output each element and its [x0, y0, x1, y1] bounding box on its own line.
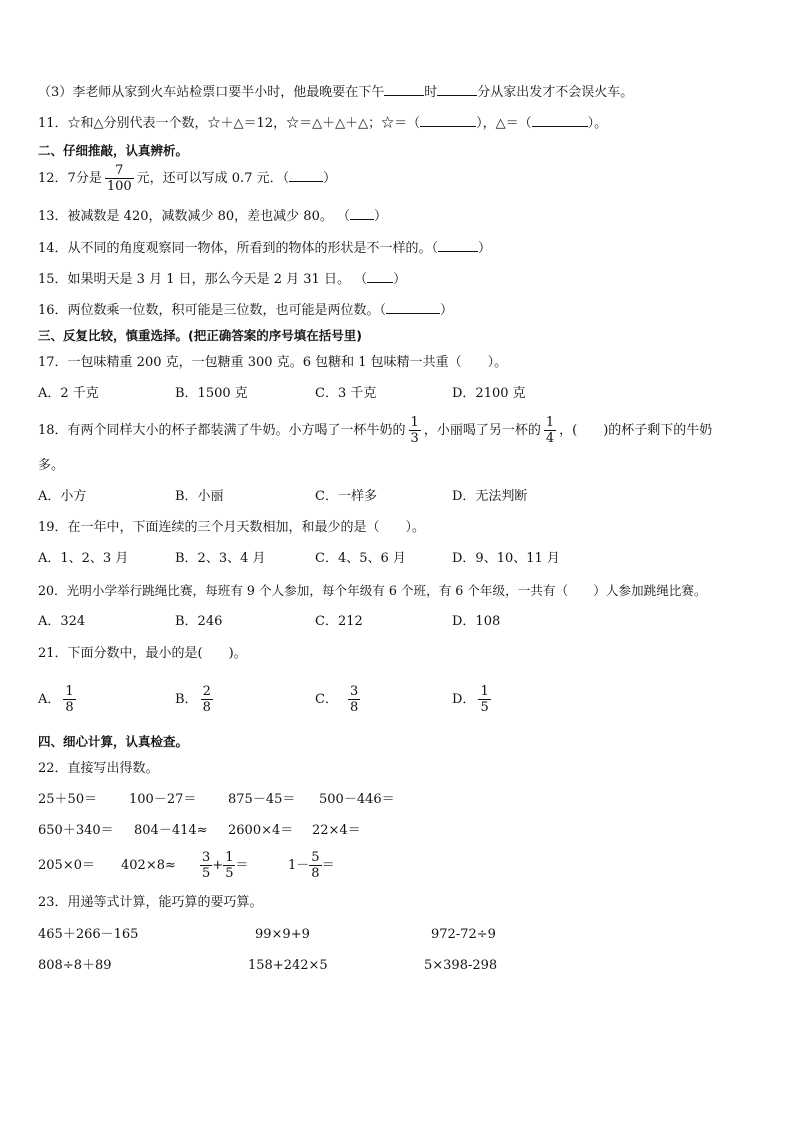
calc-465-266-165: 465＋266－165	[38, 927, 139, 942]
q14-answer-blank[interactable]	[438, 239, 478, 252]
q21-option-c[interactable]	[315, 682, 363, 718]
q10-3-text-post: 分从家出发才不会误火车。	[477, 85, 634, 100]
q12-answer-blank[interactable]	[289, 169, 323, 182]
section-3-heading: 三、反复比较，慎重选择。(把正确答案的序号填在括号里)	[38, 328, 362, 343]
calc-650-plus-340: 650＋340＝	[38, 823, 114, 838]
plus-sign: +	[212, 858, 224, 873]
question-23-stem: 23．用递等式计算，能巧算的要巧算。	[38, 895, 263, 910]
q15-text-end: ）	[393, 272, 407, 287]
subtract-equals-sign: ＝	[321, 858, 335, 873]
calc-fraction-add	[200, 848, 248, 884]
q21-option-b[interactable]	[175, 682, 216, 718]
fraction-1-5	[478, 684, 490, 715]
star-answer-blank[interactable]	[420, 114, 476, 127]
question-22-stem: 22．直接写出得数。	[38, 761, 159, 776]
q18-option-d[interactable]: D．无法判断	[452, 489, 528, 504]
question-11	[38, 114, 607, 133]
q16-text-end: ）	[440, 303, 454, 318]
q16-text: 16．两位数乘一位数，积可能是三位数，也可能是两位数。（	[38, 303, 387, 318]
q19-option-b[interactable]: B．2、3、4 月	[175, 551, 266, 566]
calc-205-times-0: 205×0＝	[38, 858, 95, 873]
fraction-1-4	[544, 415, 556, 446]
q21-option-d-label: D．	[452, 692, 476, 707]
q11-text-mid: ），△＝（	[476, 116, 532, 131]
q21-b-denominator: 8	[202, 700, 211, 715]
q21-d-numerator: 1	[480, 684, 489, 699]
calc-22-times-4: 22×4＝	[312, 823, 361, 838]
add-denominator-1: 5	[202, 866, 211, 881]
sub-numerator: 5	[311, 850, 320, 865]
q21-option-a[interactable]	[38, 682, 79, 718]
triangle-answer-blank[interactable]	[532, 114, 588, 127]
q18-option-c[interactable]: C．一样多	[315, 489, 377, 504]
q21-option-b-label: B．	[175, 692, 198, 707]
calc-25-plus-50: 25＋50＝	[38, 792, 98, 807]
q18-text-post: ，( )的杯子剩下的牛奶	[559, 423, 713, 438]
q12-fraction-denominator: 100	[106, 179, 132, 194]
question-14	[38, 239, 491, 258]
q18-fraction1-denominator: 3	[410, 431, 419, 446]
q21-option-c-label: C．	[315, 692, 338, 707]
question-17-stem: 17．一包味精重 200 克，一包糖重 300 克。6 包糖和 1 包味精一共重（ ）。	[38, 355, 508, 370]
section-2-heading: 二、仔细推敲，认真辨析。	[38, 143, 189, 158]
question-21-stem: 21．下面分数中，最小的是( )。	[38, 646, 247, 661]
add-equals-sign: ＝	[235, 858, 249, 873]
add-numerator-2: 1	[225, 850, 234, 865]
q15-text: 15．如果明天是 3 月 1 日，那么今天是 2 月 31 日。 （	[38, 272, 368, 287]
q18-option-b[interactable]: B．小丽	[175, 489, 224, 504]
q17-option-a[interactable]: A．2 千克	[38, 386, 99, 401]
q12-text-pre: 12．7分是	[38, 171, 102, 186]
q21-c-denominator: 8	[349, 700, 359, 715]
q13-text-end: ）	[373, 209, 387, 224]
q10-3-text-pre: （3）李老师从家到火车站检票口要半小时，他最晚要在下午	[38, 85, 385, 100]
calc-804-minus-414: 804－414≈	[134, 823, 208, 838]
q18-text-continued: 多。	[38, 458, 65, 473]
q19-option-a[interactable]: A．1、2、3 月	[38, 551, 129, 566]
section-4-heading: 四、细心计算，认真检查。	[38, 734, 189, 749]
q18-option-a[interactable]: A．小方	[38, 489, 87, 504]
q21-option-a-label: A．	[38, 692, 61, 707]
q18-text-pre: 18．有两个同样大小的杯子都装满了牛奶。小方喝了一杯牛奶的	[38, 423, 406, 438]
calc-158-242x5: 158+242×5	[248, 958, 328, 973]
q20-option-d[interactable]: D．108	[452, 614, 501, 629]
fraction-2-8	[201, 684, 213, 715]
fraction-1-3	[409, 415, 421, 446]
calc-875-minus-45: 875－45＝	[228, 792, 296, 807]
q19-option-c[interactable]: C．4、5、6 月	[315, 551, 406, 566]
fraction-3-8	[348, 684, 360, 715]
q17-option-b[interactable]: B．1500 克	[175, 386, 248, 401]
calc-808-div-8-plus-89: 808÷8＋89	[38, 958, 112, 973]
q21-option-d[interactable]	[452, 682, 494, 718]
calc-99x9-plus-9: 99×9+9	[255, 927, 310, 942]
q18-text-mid: ，小丽喝了另一杯的	[423, 423, 541, 438]
q14-text-end: ）	[478, 241, 492, 256]
question-15	[38, 270, 406, 289]
q21-a-denominator: 8	[65, 700, 74, 715]
calc-500-minus-446: 500－446＝	[319, 792, 395, 807]
sub-denominator: 8	[311, 866, 320, 881]
fraction-3-5	[200, 850, 212, 881]
q18-fraction1-numerator: 1	[410, 415, 419, 430]
calc-972-72-div-9: 972-72÷9	[431, 927, 496, 942]
q20-option-a[interactable]: A．324	[38, 614, 86, 629]
question-16	[38, 301, 453, 320]
subtract-prefix: 1－	[288, 858, 310, 873]
calc-5x398-298: 5×398-298	[424, 958, 498, 973]
q18-fraction2-numerator: 1	[545, 415, 555, 430]
question-18-stem	[38, 414, 712, 448]
q10-3-text-mid: 时	[424, 85, 438, 100]
fraction-1-8	[63, 684, 75, 715]
q11-text-pre: 11．☆和△分别代表一个数，☆＋△＝12，☆＝△＋△＋△；☆＝（	[38, 116, 421, 131]
add-numerator-1: 3	[202, 850, 211, 865]
q15-answer-blank[interactable]	[367, 270, 393, 283]
q18-fraction2-denominator: 4	[545, 431, 555, 446]
question-10-3	[38, 83, 633, 102]
add-denominator-2: 5	[225, 866, 234, 881]
q21-a-numerator: 1	[65, 684, 74, 699]
q13-answer-blank[interactable]	[350, 207, 374, 220]
question-12	[38, 162, 336, 196]
fraction-7-100	[105, 163, 134, 194]
q21-c-numerator: 3	[349, 684, 359, 699]
q19-option-d[interactable]: D．9、10、11 月	[452, 551, 560, 566]
q13-text: 13．被减数是 420，减数减少 80，差也减少 80。 （	[38, 209, 350, 224]
calc-2600-times-4: 2600×4＝	[228, 823, 294, 838]
q21-b-numerator: 2	[202, 684, 211, 699]
question-19-stem: 19．在一年中，下面连续的三个月天数相加，和最少的是（ ）。	[38, 520, 426, 535]
question-13	[38, 207, 387, 226]
q21-d-denominator: 5	[480, 700, 489, 715]
q16-answer-blank[interactable]	[386, 301, 440, 314]
calc-100-minus-27: 100－27＝	[129, 792, 197, 807]
q12-text-post: 元，还可以写成 0.7 元．（	[136, 171, 290, 186]
minute-blank[interactable]	[437, 83, 477, 96]
q20-option-c[interactable]: C．212	[315, 614, 363, 629]
q20-option-b[interactable]: B．246	[175, 614, 223, 629]
q17-option-d[interactable]: D．2100 克	[452, 386, 526, 401]
q14-text: 14．从不同的角度观察同一物体，所看到的物体的形状是不一样的。（	[38, 241, 439, 256]
calc-402-times-8: 402×8≈	[121, 858, 176, 873]
q12-fraction-numerator: 7	[115, 163, 124, 178]
q12-text-end: ）	[323, 171, 337, 186]
fraction-5-8	[309, 850, 321, 881]
calc-fraction-subtract	[288, 848, 335, 884]
question-20-stem: 20．光明小学举行跳绳比赛，每班有 9 个人参加，每个年级有 6 个班，有 6 个年级，一共有（ ）人参加跳绳比赛。	[38, 583, 707, 598]
hour-blank[interactable]	[384, 83, 424, 96]
q11-text-post: ）。	[587, 116, 608, 131]
q17-option-c[interactable]: C．3 千克	[315, 386, 377, 401]
fraction-1-5-add	[223, 850, 235, 881]
